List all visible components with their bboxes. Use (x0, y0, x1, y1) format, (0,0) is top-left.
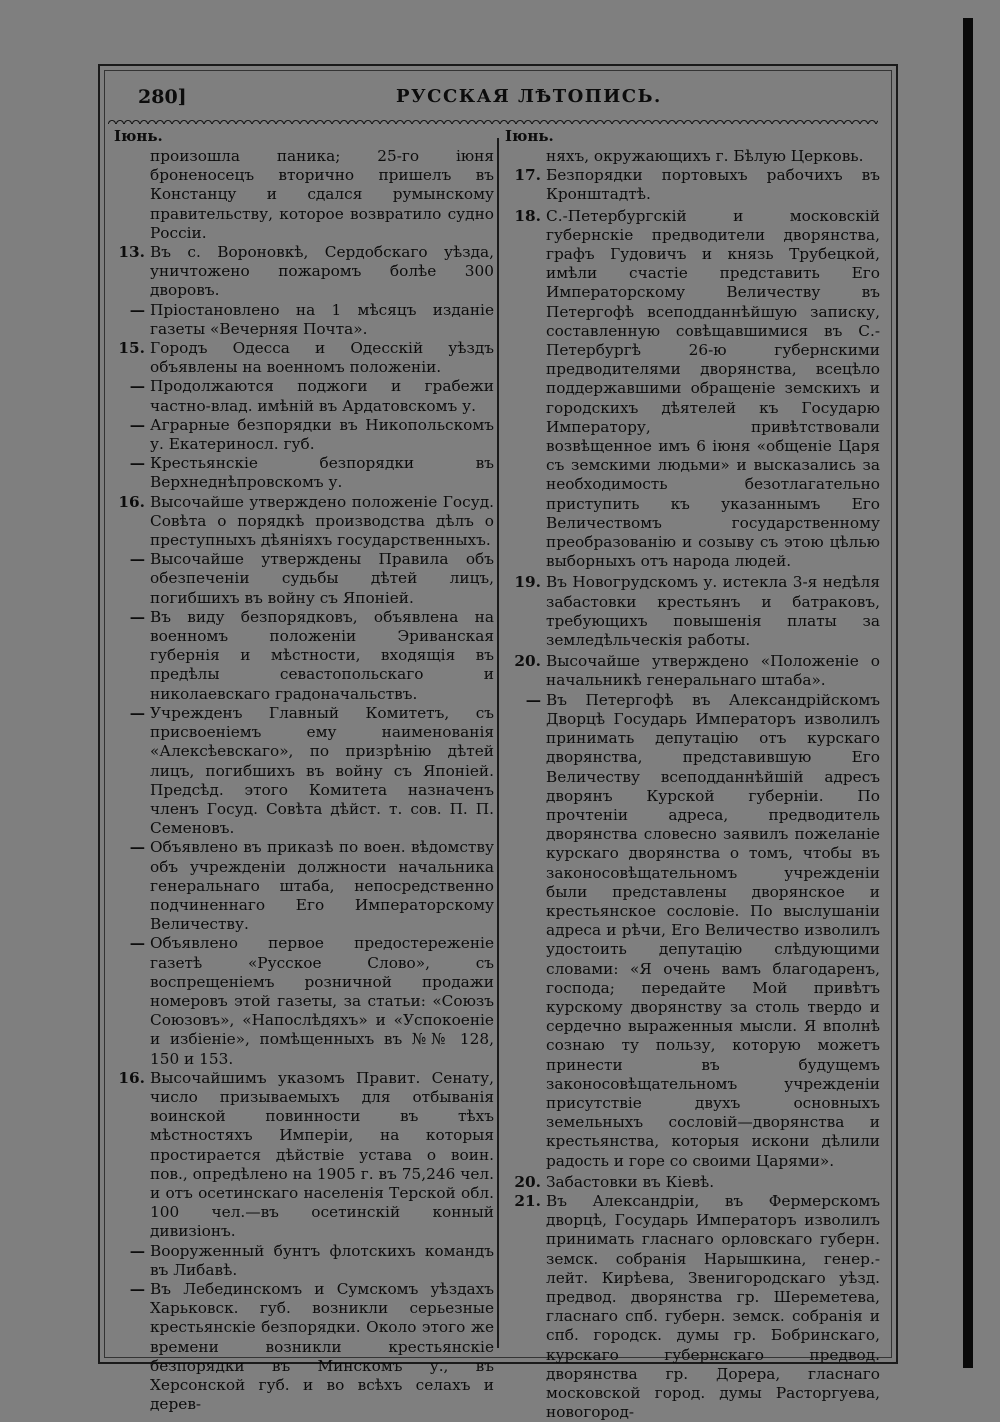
chronicle-entry (108, 493, 494, 551)
running-title: РУССКАЯ ЛѢТОПИСЬ. (396, 86, 662, 107)
chronicle-entry (502, 166, 880, 204)
entry-day: 19. (514, 573, 541, 592)
page-header (0, 86, 1000, 116)
left-month-label: Іюнь. (114, 127, 163, 145)
entry-text: произошла паника; 25-го іюня броненосецъ вторично пришелъ въ Констанцу и сдался румынскому правительству, которое возвратило судно Россіи. (150, 147, 494, 242)
entry-day: — (129, 415, 145, 434)
entry-day: 15. (118, 339, 145, 358)
chronicle-entry (502, 573, 880, 650)
chronicle-entry (108, 838, 494, 934)
chronicle-entry (108, 608, 494, 704)
entry-text: Крестьянскіе безпорядки въ Верхнеднѣпровскомъ у. (150, 454, 494, 492)
entry-text: Высочайшимъ указомъ Правит. Сенату, число призываемыхъ для отбыванія воинской повинности въ тѣхъ мѣстностяхъ Имперіи, на которыя простирается дѣйствіе устава о воин. пов., опредѣлено на 1905 г. въ 75,246 чел. и отъ осетинскаго населенія Терской обл. 100 чел.—въ осетинскій конный дивизіонъ. (150, 1068, 494, 1241)
chronicle-entry (108, 339, 494, 377)
entry-text: Въ Александріи, въ Фермерскомъ дворцѣ, Государь Императоръ изволилъ принимать гласнаго орловскаго губерн. земск. собранія Нарышкина, генер.-лейт. Кирѣева, Звенигородскаго уѣзд. предвод. дворянства гр. Шереметева, гласнаго спб. губерн. земск. собранія и спб. городск. думы гр. Бобринскаго, курскаго губернскаго предвод. дворянства гр. Дорера, гласнаго московской город. думы Расторгуева, новогород- (546, 1191, 880, 1422)
entry-text: С.-Петербургскій и московскій губернскіе предводители дворянства, графъ Гудовичъ и князь Трубецкой, имѣли счастіе представить Его Императорскому Величеству въ Петергофѣ всеподданнѣйшую записку, составленную совѣщавшимися въ С.-Петербургѣ 26-ю губернскими предводителями дворянства, всецѣло поддержавшими обращеніе земскихъ и городскихъ дѣятелей къ Государю Императору, привѣтствовали возвѣщенное имъ 6 іюня «общеніе Царя съ земскими людьми» и высказались за необходимость безотлагательно приступить къ указаннымъ Его Величествомъ государственному преобразованію и созыву съ этою цѣлью выборныхъ отъ народа людей. (546, 206, 880, 571)
entry-day: 16. (118, 492, 145, 511)
page-number: 280] (138, 86, 187, 108)
entry-text: Забастовки въ Кіевѣ. (546, 1172, 715, 1191)
page-edge-shadow (963, 18, 973, 1368)
entry-day (108, 147, 150, 243)
chronicle-entry (108, 1069, 494, 1242)
entry-day: — (129, 934, 145, 953)
entry-day: 13. (118, 243, 145, 262)
entry-text: Объявлено въ приказѣ по воен. вѣдомству объ учрежденіи должности начальника генеральнаго штаба, непосредственно подчиненнаго Его Императорскому Величеству. (150, 838, 494, 934)
entry-text: Въ Лебединскомъ и Сумскомъ уѣздахъ Харьковск. губ. возникли серьезные крестьянскіе безпорядки. Около этого же времени возникли крестьянскіе безпорядки въ Минскомъ у., въ Херсонской губ. и во всѣхъ селахъ и дерев- (150, 1279, 494, 1414)
header-ornament-rule (108, 116, 878, 124)
chronicle-entry (502, 691, 880, 1171)
entry-text: Аграрные безпорядки въ Никопольскомъ у. Екатериносл. губ. (150, 415, 494, 454)
chronicle-entry (108, 934, 494, 1068)
entry-text: Вооруженный бунтъ флотскихъ командъ въ Либавѣ. (150, 1241, 494, 1279)
chronicle-entry (108, 454, 494, 492)
entry-day (502, 147, 546, 166)
chronicle-entry (502, 652, 880, 690)
entry-day: 20. (514, 1172, 541, 1191)
column-divider (497, 138, 499, 1348)
chronicle-entry (502, 147, 880, 166)
entry-day: — (525, 690, 541, 709)
chronicle-entry (108, 416, 494, 454)
entry-text: няхъ, окружающихъ г. Бѣлую Церковь. (546, 147, 864, 165)
right-month-label: Іюнь. (505, 127, 554, 145)
entry-day: 20. (514, 652, 541, 671)
chronicle-entry (108, 704, 494, 838)
entry-day: 16. (118, 1068, 145, 1087)
entry-day: — (129, 1279, 145, 1298)
chronicle-entry (108, 377, 494, 415)
entry-text: Учрежденъ Главный Комитетъ, съ присвоеніемъ ему наименованія «Алексѣевскаго», по призрѣнію дѣтей лицъ, погибшихъ въ войну съ Японіей. Предсѣд. этого Комитета назначенъ членъ Госуд. Совѣта дѣйст. т. сов. П. П. Семеновъ. (150, 703, 494, 838)
chronicle-entry (502, 1192, 880, 1422)
left-column (108, 147, 494, 1414)
chronicle-entry (502, 1173, 880, 1192)
entry-day: — (129, 454, 145, 473)
chronicle-entry (108, 301, 494, 339)
entry-text: Въ Новогрудскомъ у. истекла 3-я недѣля забастовки крестьянъ и батраковъ, требующихъ повышенія платы за земледѣльческія работы. (546, 573, 880, 650)
entry-day: — (129, 838, 145, 857)
chronicle-entry (108, 1242, 494, 1280)
entry-text: Высочайше утверждено положеніе Госуд. Совѣта о порядкѣ производства дѣлъ о преступныхъ дѣяніяхъ государственныхъ. (150, 492, 494, 550)
entry-day: 21. (514, 1191, 541, 1210)
entry-text: Высочайше утверждены Правила объ обезпеченіи судьбы дѣтей лицъ, погибшихъ въ войну съ Японіей. (150, 550, 494, 607)
entry-day: — (129, 1241, 145, 1260)
entry-text: Въ Петергофѣ въ Александрійскомъ Дворцѣ Государь Императоръ изволилъ принимать депутацію отъ курскаго дворянства, представившую Его Величеству всеподданнѣйшій адресъ дворянъ Курской губерніи. По прочтеніи адреса, предводитель дворянства словесно заявилъ пожеланіе курскаго дворянства о томъ, чтобы въ законосовѣщательномъ учрежденіи были представлены дворянское и крестьянское сословіе. По выслушаніи адреса и рѣчи, Его Величество изволилъ удостоить депутацію слѣдующими словами: «Я очень вамъ благодаренъ, господа; передайте Мой привѣтъ курскому дворянству за столь твердо и сердечно выраженныя мысли. Я вполнѣ сознаю ту пользу, которую можетъ принести въ будущемъ законосовѣщательномъ учрежденіи присутствіе двухъ основныхъ земельныхъ сословій—дворянства и крестьянства, которыя искони дѣлили радость и горе со своими Царями». (546, 690, 880, 1170)
entry-day: 17. (514, 166, 541, 185)
entry-day: — (129, 703, 145, 722)
entry-day: — (129, 377, 145, 396)
entry-text: Высочайше утверждено «Положеніе о начальникѣ генеральнаго штаба». (546, 652, 880, 690)
entry-text: Безпорядки портовыхъ рабочихъ въ Кронштадтѣ. (546, 166, 880, 204)
entry-text: Въ с. Вороновкѣ, Сердобскаго уѣзда, уничтожено пожаромъ болѣе 300 дворовъ. (150, 243, 494, 300)
entry-text: Объявлено первое предостереженіе газетѣ «Русское Слово», съ воспрещеніемъ розничной продажи номеровъ этой газеты, за статьи: «Союзъ Союзовъ», «Напослѣдяхъ» и «Успокоеніе и избіеніе», помѣщенныхъ въ №№ 128, 150 и 153. (150, 934, 494, 1068)
entry-text: Пріостановлено на 1 мѣсяцъ изданіе газеты «Вечерняя Почта». (150, 300, 494, 338)
entry-day: — (129, 300, 145, 319)
chronicle-entry (108, 243, 494, 301)
entry-day: 18. (514, 206, 541, 225)
entry-day: — (129, 550, 145, 569)
entry-text: Городъ Одесса и Одесскій уѣздъ объявлены на военномъ положеніи. (150, 339, 494, 377)
chronicle-entry (502, 207, 880, 572)
right-column (502, 147, 880, 1422)
entry-text: Продолжаются поджоги и грабежи частно-влад. имѣній въ Ардатовскомъ у. (150, 377, 494, 415)
entry-text: Въ виду безпорядковъ, объявлена на военномъ положеніи Эриванская губернія и мѣстности, входящія въ предѣлы севастопольскаго и николаевскаго градоначальствъ. (150, 607, 494, 703)
entry-day: — (129, 607, 145, 626)
chronicle-entry (108, 1280, 494, 1414)
chronicle-entry (108, 550, 494, 608)
chronicle-entry (108, 147, 494, 243)
